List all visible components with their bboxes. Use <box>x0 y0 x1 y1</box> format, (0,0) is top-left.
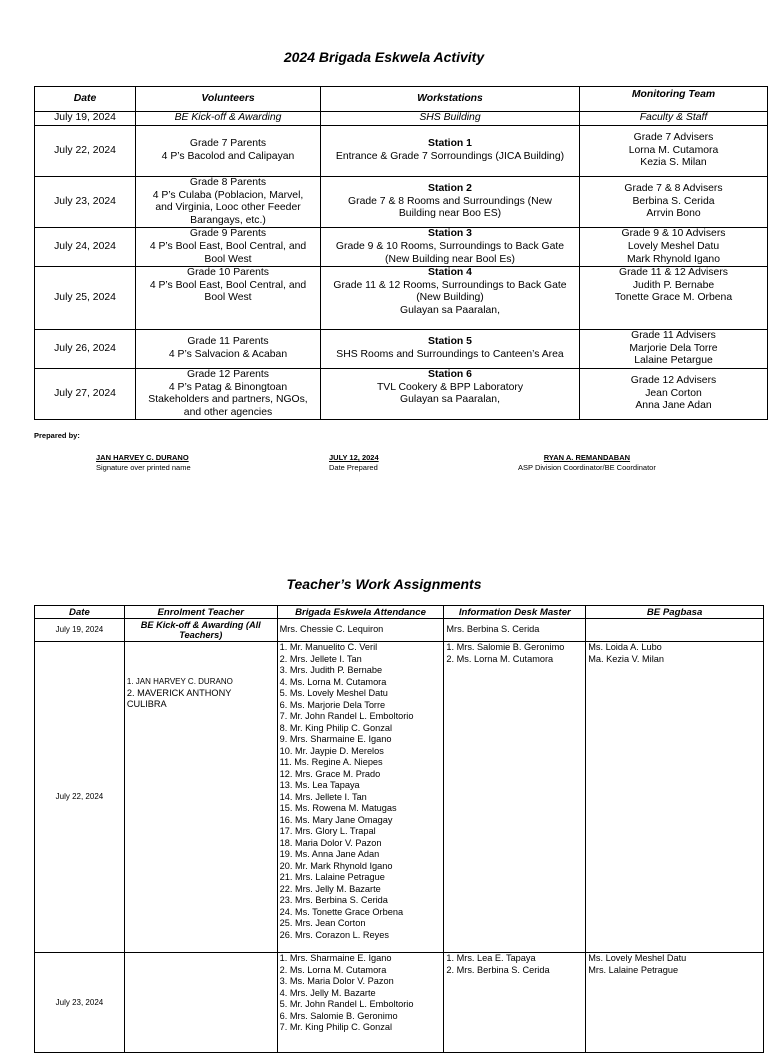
info-desk-item: 1. Mrs. Lea E. Tapaya <box>446 953 536 963</box>
work-row <box>35 642 764 953</box>
activity-header-row <box>35 87 768 112</box>
row-monitoring <box>580 126 768 177</box>
volunteer-line: Barangays, etc.) <box>190 214 266 226</box>
workstation-line: Grade 11 & 12 Rooms, Surroundings to Back Gate <box>333 279 567 291</box>
signature-name: JULY 12, 2024 <box>329 453 379 462</box>
attendance-item: 14. Mrs. Jellete I. Tan <box>279 791 367 802</box>
workstation-line: Gulayan sa Paaralan, <box>400 394 500 406</box>
monitor-line: Grade 11 & 12 Advisers <box>619 267 728 279</box>
attendance-item: 19. Ms. Anna Jane Adan <box>279 849 380 859</box>
monitor-line: Berbina S. Cerida <box>632 195 715 207</box>
attendance-item: 24. Ms. Tonette Grace Orbena <box>279 906 404 917</box>
monitor-line: Grade 9 & 10 Advisers <box>621 228 726 240</box>
volunteer-line: Grade 11 Parents <box>187 336 269 348</box>
attendance-item: 25. Mrs. Jean Corton <box>279 918 366 928</box>
row-monitoring <box>580 330 768 369</box>
info-desk-item: 2. Ms. Lorna M. Cutamora <box>446 653 554 664</box>
workstation-line: Gulayan sa Paaralan, <box>400 304 500 316</box>
workstation-line: Grade 9 & 10 Rooms, Surroundings to Back Gate <box>335 240 565 252</box>
info-desk-item: 2. Mrs. Berbina S. Cerida <box>446 964 550 975</box>
volunteer-line: Grade 9 Parents <box>189 228 267 240</box>
monitor-line: Kezia S. Milan <box>640 157 707 169</box>
monitor-line: Judith P. Bernabe <box>632 279 715 291</box>
attendance-item: 2. Mrs. Jellete I. Tan <box>279 653 362 664</box>
row-monitoring <box>580 368 768 419</box>
header-date: Date <box>35 606 125 619</box>
work-row <box>35 953 764 1053</box>
volunteer-line: 4 P’s Bool East, Bool Central, and <box>149 279 307 291</box>
row-volunteers <box>136 177 321 228</box>
volunteer-line: 4 P’s Culaba (Poblacion, Marvel, <box>152 189 304 201</box>
monitor-line: Grade 7 & 8 Advisers <box>624 183 723 195</box>
station-label: Station 3 <box>428 228 472 240</box>
attendance-item: 11. Ms. Regine A. Niepes <box>279 757 383 767</box>
activity-row <box>35 330 768 369</box>
row-date: July 22, 2024 <box>35 126 136 177</box>
volunteer-line: Stakeholders and partners, NGOs, <box>148 394 308 406</box>
attendance-item: 4. Mrs. Jelly M. Bazarte <box>279 987 376 998</box>
activity-row <box>35 177 768 228</box>
activity-title: 2024 Brigada Eskwela Activity <box>283 49 485 65</box>
attendance-item: 13. Ms. Lea Tapaya <box>279 780 360 790</box>
activity-table <box>34 86 768 420</box>
header-date: Date <box>35 87 136 112</box>
row-monitoring <box>580 177 768 228</box>
header-monitoring-team: Monitoring Team <box>580 87 768 112</box>
monitor-line: Grade 11 Advisers <box>631 330 716 342</box>
header-be-pagbasa: BE Pagbasa <box>586 606 764 619</box>
row-workstation <box>321 368 580 419</box>
workstation-line: SHS Rooms and Surroundings to Canteen’s Area <box>336 349 564 361</box>
signature-preparer <box>96 453 191 473</box>
signature-name: RYAN A. REMANDABAN <box>543 453 631 462</box>
row-workstation <box>321 267 580 330</box>
attendance-item: 4. Ms. Lorna M. Cutamora <box>279 676 387 687</box>
monitor-line: Jean Corton <box>645 387 702 399</box>
signature-role: ASP Division Coordinator/BE Coordinator <box>518 463 656 472</box>
monitor-line: Arrvin Bono <box>646 208 701 220</box>
row-monitoring <box>580 228 768 267</box>
pagbasa-item: Ma. Kezia V. Milan <box>588 653 664 664</box>
enrolment-line: CULIBRA <box>126 699 167 709</box>
activity-row <box>35 112 768 126</box>
attendance-item: 5. Ms. Lovely Meshel Datu <box>279 688 388 698</box>
attendance-item: 7. Mr. King Philip C. Gonzal <box>279 1022 392 1032</box>
row-date: July 19, 2024 <box>35 112 136 126</box>
signature-name: JAN HARVEY C. DURANO <box>96 453 189 462</box>
workstation-line: Building near Boo ES) <box>398 208 502 220</box>
row-volunteers <box>136 368 321 419</box>
row-pagbasa <box>586 642 764 953</box>
header-attendance: Brigada Eskwela Attendance <box>277 606 444 619</box>
attendance-item: 16. Ms. Mary Jane Omagay <box>279 814 393 825</box>
attendance-item: 22. Mrs. Jelly M. Bazarte <box>279 883 381 894</box>
prepared-by-label: Prepared by: <box>34 431 80 440</box>
attendance-item: 1. Mr. Manuelito C. Veril <box>279 642 378 652</box>
monitor-line: Anna Jane Adan <box>635 400 712 412</box>
row-date: July 24, 2024 <box>35 228 136 267</box>
attendance-item: 7. Mr. John Randel L. Emboltorio <box>279 711 414 721</box>
signature-date <box>329 453 379 473</box>
attendance-item: 6. Mrs. Salomie B. Geronimo <box>279 1010 398 1021</box>
attendance-item: 2. Ms. Lorna M. Cutamora <box>279 964 387 975</box>
activity-row <box>35 267 768 330</box>
row-info-desk <box>444 642 586 953</box>
volunteer-line: Bool West <box>204 253 252 265</box>
station-label: Station 4 <box>428 267 472 279</box>
row-pagbasa <box>586 619 764 642</box>
attendance-item: 20. Mr. Mark Rhynold Igano <box>279 860 393 871</box>
station-label: Station 5 <box>428 336 472 348</box>
volunteer-line: 4 P’s Patag & Binongtoan <box>168 381 288 393</box>
volunteer-line: 4 P’s Bool East, Bool Central, and <box>149 240 307 252</box>
row-info-desk <box>444 953 586 1053</box>
monitor-line: Lorna M. Cutamora <box>628 144 719 156</box>
pagbasa-item: Mrs. Lalaine Petrague <box>588 964 679 975</box>
row-date: July 27, 2024 <box>35 368 136 419</box>
work-title: Teacher’s Work Assignments <box>286 576 482 592</box>
attendance-item: 17. Mrs. Glory L. Trapal <box>279 826 376 836</box>
attendance-item: 1. Mrs. Sharmaine E. Igano <box>279 953 392 963</box>
pagbasa-item: Ms. Loida A. Lubo <box>588 642 662 652</box>
volunteer-line: and other agencies <box>183 406 273 418</box>
workstation-line: TVL Cookery & BPP Laboratory <box>376 381 524 393</box>
attendance-item: 12. Mrs. Grace M. Prado <box>279 768 381 779</box>
signature-role: Date Prepared <box>329 463 378 472</box>
volunteer-line: Bool West <box>204 292 252 304</box>
attendance-item: 8. Mr. King Philip C. Gonzal <box>279 722 392 733</box>
monitor-line: Lovely Meshel Datu <box>627 240 720 252</box>
attendance-item: 9. Mrs. Sharmaine E. Igano <box>279 734 392 744</box>
work-header-row <box>35 606 764 619</box>
monitor-line: Grade 7 Advisers <box>633 132 714 144</box>
monitor-line: Grade 12 Advisers <box>630 375 717 387</box>
signature-role: Signature over printed name <box>96 463 191 472</box>
monitor-line: Lalaine Petargue <box>634 355 713 367</box>
header-info-desk: Information Desk Master <box>444 606 586 619</box>
row-info-desk: Mrs. Berbina S. Cerida <box>444 619 586 642</box>
attendance-item: 21. Mrs. Lalaine Petrague <box>279 872 385 882</box>
attendance-item: 23. Mrs. Berbina S. Cerida <box>279 895 388 905</box>
station-label: Station 6 <box>428 368 472 380</box>
row-attendance: Mrs. Chessie C. Lequiron <box>277 619 444 642</box>
attendance-item: 3. Ms. Maria Dolor V. Pazon <box>279 976 394 986</box>
station-label: Station 2 <box>428 183 472 195</box>
pagbasa-item: Ms. Lovely Meshel Datu <box>588 953 687 963</box>
enrolment-line: 2. MAVERICK ANTHONY <box>126 687 232 698</box>
station-label: Station 1 <box>428 138 472 150</box>
volunteer-line: 4 P’s Salvacion & Acaban <box>168 349 288 361</box>
volunteer-line: Grade 12 Parents <box>186 368 270 380</box>
row-attendance <box>277 953 444 1053</box>
workstation-line: Entrance & Grade 7 Sorroundings (JICA Building) <box>335 151 565 162</box>
activity-row <box>35 228 768 267</box>
row-workstation: SHS Building <box>321 112 580 126</box>
row-enrolment: BE Kick-off & Awarding (All Teachers) <box>124 619 277 642</box>
row-pagbasa <box>586 953 764 1053</box>
volunteer-line: Grade 10 Parents <box>186 267 270 279</box>
enrolment-line: 1. JAN HARVEY C. DURANO <box>126 677 233 686</box>
volunteer-line: 4 P’s Bacolod and Calipayan <box>161 151 295 162</box>
attendance-item: 6. Ms. Marjorie Dela Torre <box>279 699 386 710</box>
attendance-item: 18. Maria Dolor V. Pazon <box>279 837 382 848</box>
row-monitoring: Faculty & Staff <box>580 112 768 126</box>
header-volunteers: Volunteers <box>136 87 321 112</box>
row-date: July 22, 2024 <box>35 642 125 953</box>
row-workstation <box>321 330 580 369</box>
work-assignments-table <box>34 605 764 1053</box>
volunteer-line: and Virginia, Looc other Feeder <box>155 202 301 214</box>
row-date: July 23, 2024 <box>35 953 125 1053</box>
volunteer-line: Grade 7 Parents <box>189 138 267 150</box>
attendance-item: 3. Mrs. Judith P. Bernabe <box>279 665 383 675</box>
row-volunteers: BE Kick-off & Awarding <box>136 112 321 126</box>
row-date: July 26, 2024 <box>35 330 136 369</box>
workstation-line: (New Building near Bool Es) <box>385 253 515 265</box>
row-date: July 23, 2024 <box>35 177 136 228</box>
attendance-item: 5. Mr. John Randel L. Emboltorio <box>279 999 414 1009</box>
row-workstation <box>321 126 580 177</box>
info-desk-item: 1. Mrs. Salomie B. Geronimo <box>446 642 565 652</box>
row-workstation <box>321 228 580 267</box>
header-workstations: Workstations <box>321 87 580 112</box>
attendance-item: 26. Mrs. Corazon L. Reyes <box>279 929 389 940</box>
row-enrolment <box>124 642 277 953</box>
monitor-line: Mark Rhynold Igano <box>627 253 720 265</box>
signature-coordinator <box>518 453 656 473</box>
volunteer-line: Grade 8 Parents <box>189 177 267 188</box>
activity-row <box>35 126 768 177</box>
row-enrolment <box>124 953 277 1053</box>
row-volunteers <box>136 228 321 267</box>
row-volunteers <box>136 126 321 177</box>
monitor-line: Marjorie Dela Torre <box>629 342 718 354</box>
workstation-line: Grade 7 & 8 Rooms and Surroundings (New <box>348 195 552 207</box>
row-attendance <box>277 642 444 953</box>
attendance-item: 10. Mr. Jaypie D. Merelos <box>279 745 384 756</box>
row-workstation <box>321 177 580 228</box>
row-date: July 19, 2024 <box>35 619 125 642</box>
work-row <box>35 619 764 642</box>
monitor-line: Tonette Grace M. Orbena <box>614 292 733 304</box>
attendance-item: 15. Ms. Rowena M. Matugas <box>279 803 397 813</box>
row-volunteers <box>136 267 321 330</box>
row-date: July 25, 2024 <box>35 267 136 330</box>
activity-row <box>35 368 768 419</box>
row-volunteers <box>136 330 321 369</box>
header-enrolment-teacher: Enrolment Teacher <box>124 606 277 619</box>
row-monitoring <box>580 267 768 330</box>
workstation-line: (New Building) <box>416 292 484 304</box>
